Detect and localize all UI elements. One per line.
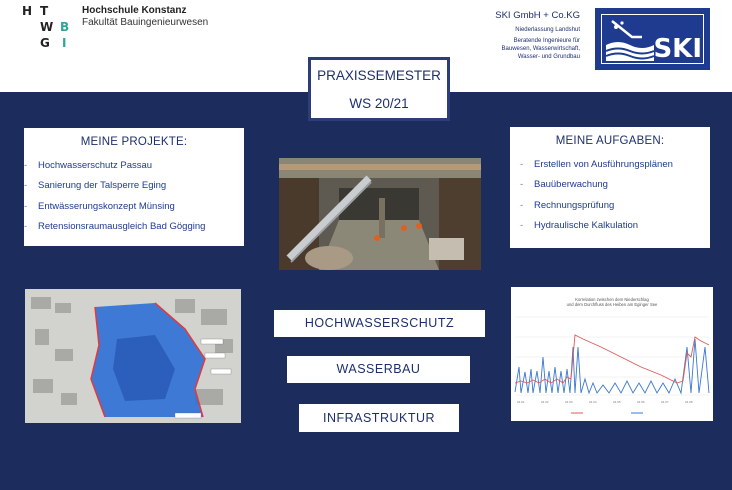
svg-text:01.03: 01.03 [565, 400, 573, 404]
list-item: - Entwässerungskonzept Münsing [24, 200, 175, 212]
list-item-label: Rechnungsprüfung [534, 199, 615, 211]
svg-text:01.01: 01.01 [517, 400, 525, 404]
list-item: - Sanierung der Talsperre Eging [24, 180, 167, 192]
company-desc-line: Bauwesen, Wasserwirtschaft, [501, 46, 580, 52]
construction-photo [279, 158, 481, 270]
svg-text:01.05: 01.05 [613, 400, 621, 404]
svg-text:01.02: 01.02 [541, 400, 549, 404]
school-name: Hochschule Konstanz [82, 5, 187, 16]
list-item: - Retensionsraumausgleich Bad Gögging [24, 220, 206, 232]
company-branch: Niederlassung Landshut [515, 27, 580, 33]
map-image [25, 289, 241, 423]
graph-title-line: und dem Durchfluss des Heiben am Eginger See [566, 302, 658, 307]
tag-hydraulic-engineering: WASSERBAU [287, 356, 470, 383]
flood-protection-map [25, 289, 241, 423]
list-item-label: Retensionsraumausgleich Bad Gögging [38, 220, 206, 232]
svg-text:01.07: 01.07 [661, 400, 669, 404]
list-item-label: Erstellen von Ausführungsplänen [534, 159, 673, 170]
construction-site-image [279, 158, 481, 270]
title-box [308, 57, 450, 121]
page-title: PRAXISSEMESTER [317, 68, 441, 83]
logo-letter: T [40, 4, 49, 18]
tasks-card [510, 127, 710, 248]
graph-title-line: Korrelation zwischen dem Niederschlag [575, 297, 649, 302]
ski-logo [595, 8, 710, 70]
list-item-label: Sanierung der Talsperre Eging [38, 180, 167, 192]
company-desc-line: Wasser- und Grundbau [517, 54, 580, 60]
list-item: - Hydraulische Kalkulation [520, 219, 639, 231]
svg-text:01.06: 01.06 [637, 400, 645, 404]
logo-letter: G [40, 36, 50, 50]
list-item: - Bauüberwachung [520, 179, 608, 191]
list-item-label: Bauüberwachung [534, 179, 608, 191]
logo-letter: B [60, 20, 70, 34]
svg-text:01.04: 01.04 [589, 400, 597, 404]
list-item: - Erstellen von Ausführungsplänen [520, 159, 673, 170]
tag-infrastructure: INFRASTRUKTUR [299, 404, 459, 432]
projects-list [24, 156, 244, 237]
list-item-label: Entwässerungskonzept Münsing [38, 200, 175, 212]
projects-heading: MEINE PROJEKTE: [80, 136, 188, 148]
company-name: SKI GmbH + Co.KG [495, 10, 580, 21]
precipitation-discharge-chart [511, 287, 713, 421]
htwg-logo [22, 4, 76, 50]
company-info [450, 10, 580, 61]
school-faculty: Fakultät Bauingenieurwesen [82, 17, 209, 28]
logo-letter: W [40, 20, 54, 34]
ski-logo-text: SKI [653, 34, 702, 64]
list-item-label: Hydraulische Kalkulation [534, 219, 639, 231]
logo-letter: I [62, 36, 67, 50]
list-item: - Hochwasserschutz Passau [24, 160, 153, 171]
projects-card [24, 128, 244, 246]
company-desc-line: Beratende Ingenieure für [513, 38, 580, 44]
tasks-heading: MEINE AUFGABEN: [555, 135, 665, 147]
list-item: - Rechnungsprüfung [520, 199, 615, 211]
page-subtitle: WS 20/21 [349, 96, 409, 111]
school-info [82, 5, 208, 28]
tasks-list [510, 155, 710, 236]
svg-text:01.08: 01.08 [685, 400, 693, 404]
correlation-graph [511, 287, 713, 421]
tag-flood-protection: HOCHWASSERSCHUTZ [274, 310, 485, 337]
logo-letter: H [22, 4, 33, 18]
company-description [450, 37, 580, 61]
list-item-label: Hochwasserschutz Passau [38, 160, 153, 171]
